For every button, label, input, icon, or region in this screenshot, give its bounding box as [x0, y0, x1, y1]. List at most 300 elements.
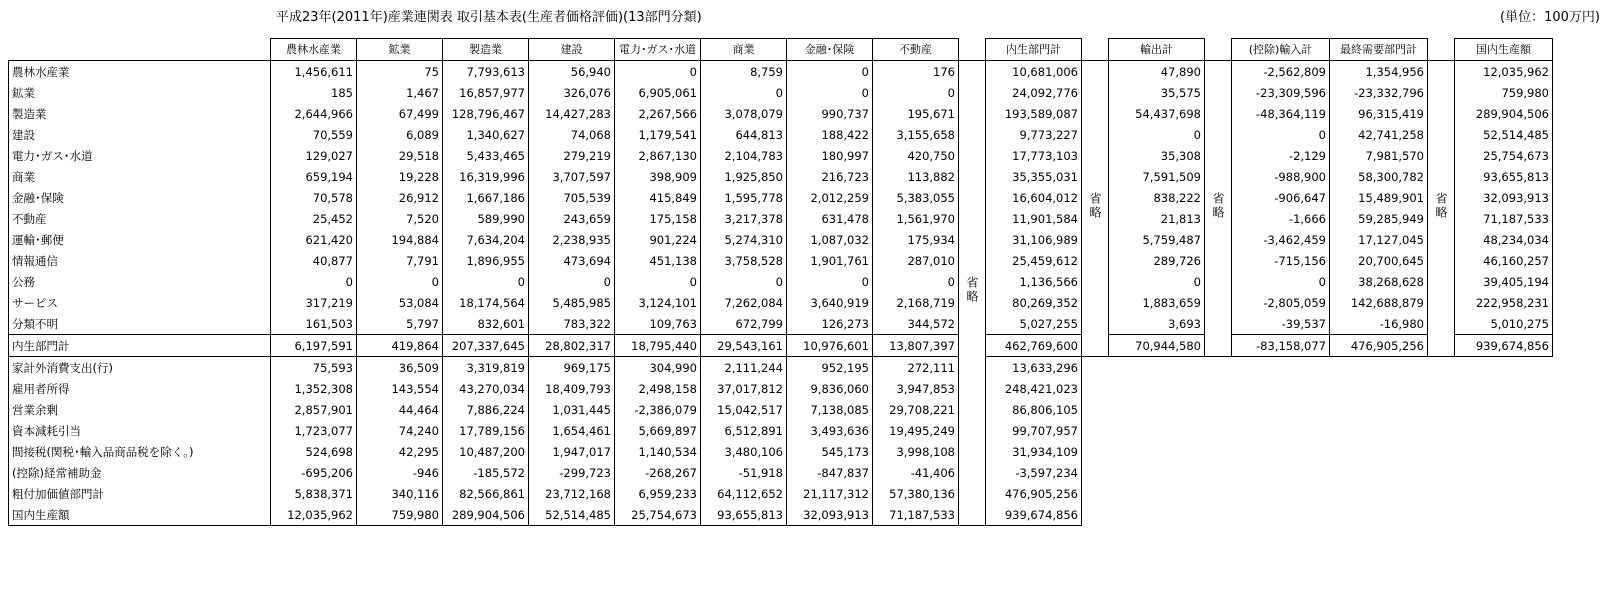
table-cell: 705,539: [529, 187, 615, 208]
internal-total-cell: 35,355,031: [986, 166, 1082, 187]
final-demand-cell: 20,700,645: [1330, 250, 1428, 271]
row-label: サービス: [9, 292, 271, 313]
table-cell: 16,857,977: [443, 82, 529, 103]
table-cell: 53,084: [357, 292, 443, 313]
imports-cell: -1,666: [1232, 208, 1330, 229]
column-header-imports: (控除)輸入計: [1232, 39, 1330, 61]
internal-total-cell: 248,421,023: [986, 378, 1082, 399]
table-cell: -695,206: [271, 462, 357, 483]
omit-column-2: [1082, 61, 1109, 357]
table-cell: 74,068: [529, 124, 615, 145]
internal-total-cell: 10,681,006: [986, 61, 1082, 83]
table-cell: -847,837: [787, 462, 873, 483]
table-row: [9, 208, 1553, 229]
table-cell: 3,493,636: [787, 420, 873, 441]
table-cell: 589,990: [443, 208, 529, 229]
domestic-production-cell: 93,655,813: [1455, 166, 1553, 187]
exports-cell: 7,591,509: [1109, 166, 1205, 187]
header-omit-3: [1205, 39, 1232, 61]
table-cell: 1,595,778: [701, 187, 787, 208]
table-cell: 6,197,591: [271, 335, 357, 357]
row-label: 建設: [9, 124, 271, 145]
table-cell: 419,864: [357, 335, 443, 357]
imports-cell: -2,129: [1232, 145, 1330, 166]
table-row: [9, 357, 1553, 379]
internal-total-cell: 16,604,012: [986, 187, 1082, 208]
table-cell: 2,012,259: [787, 187, 873, 208]
table-cell: 25,452: [271, 208, 357, 229]
omit-column-4: [1428, 61, 1455, 357]
omit-label: 省略: [1211, 191, 1225, 220]
column-header-final-demand: 最終需要部門計: [1330, 39, 1428, 61]
table-cell: 0: [615, 271, 701, 292]
table-cell: 21,117,312: [787, 483, 873, 504]
table-cell: 1,667,186: [443, 187, 529, 208]
table-row: [9, 292, 1553, 313]
table-cell: 7,138,085: [787, 399, 873, 420]
table-cell: 3,319,819: [443, 357, 529, 379]
table-cell: 18,174,564: [443, 292, 529, 313]
table-cell: -185,572: [443, 462, 529, 483]
table-cell: 901,224: [615, 229, 701, 250]
table-cell: 93,655,813: [701, 504, 787, 526]
table-cell: -51,918: [701, 462, 787, 483]
table-cell: 243,659: [529, 208, 615, 229]
table-cell: 2,267,566: [615, 103, 701, 124]
table-cell: 3,124,101: [615, 292, 701, 313]
row-label: 粗付加価値部門計: [9, 483, 271, 504]
table-cell: 14,427,283: [529, 103, 615, 124]
table-row: [9, 103, 1553, 124]
table-cell: 1,947,017: [529, 441, 615, 462]
table-cell: 344,572: [873, 313, 959, 335]
table-cell: 16,319,996: [443, 166, 529, 187]
header-omit-2: [1082, 39, 1109, 61]
omit-column-1: [959, 61, 986, 526]
table-cell: 23,712,168: [529, 483, 615, 504]
table-cell: 75: [357, 61, 443, 83]
table-row: [9, 313, 1553, 335]
lower-right-blank: [1082, 357, 1553, 526]
internal-total-cell: 31,934,109: [986, 441, 1082, 462]
table-cell: 1,340,627: [443, 124, 529, 145]
internal-total-cell: 31,106,989: [986, 229, 1082, 250]
imports-cell: -83,158,077: [1232, 335, 1330, 357]
table-cell: 52,514,485: [529, 504, 615, 526]
imports-cell: -988,900: [1232, 166, 1330, 187]
table-cell: 644,813: [701, 124, 787, 145]
internal-total-cell: 476,905,256: [986, 483, 1082, 504]
final-demand-cell: 7,981,570: [1330, 145, 1428, 166]
table-cell: 990,737: [787, 103, 873, 124]
table-cell: 969,175: [529, 357, 615, 379]
table-cell: 175,158: [615, 208, 701, 229]
domestic-production-cell: 12,035,962: [1455, 61, 1553, 83]
table-cell: 185: [271, 82, 357, 103]
table-cell: -41,406: [873, 462, 959, 483]
table-cell: 2,867,130: [615, 145, 701, 166]
table-cell: 5,433,465: [443, 145, 529, 166]
table-cell: 672,799: [701, 313, 787, 335]
row-label: 公務: [9, 271, 271, 292]
table-cell: 473,694: [529, 250, 615, 271]
row-label: 内生部門計: [9, 335, 271, 357]
table-cell: 6,512,891: [701, 420, 787, 441]
table-cell: 70,559: [271, 124, 357, 145]
table-cell: 143,554: [357, 378, 443, 399]
table-cell: 1,723,077: [271, 420, 357, 441]
internal-total-cell: 24,092,776: [986, 82, 1082, 103]
table-cell: 1,654,461: [529, 420, 615, 441]
final-demand-cell: 15,489,901: [1330, 187, 1428, 208]
table-cell: 832,601: [443, 313, 529, 335]
internal-total-cell: 25,459,612: [986, 250, 1082, 271]
domestic-production-cell: 939,674,856: [1455, 335, 1553, 357]
table-cell: 74,240: [357, 420, 443, 441]
table-cell: 287,010: [873, 250, 959, 271]
table-cell: 1,352,308: [271, 378, 357, 399]
table-cell: 6,905,061: [615, 82, 701, 103]
exports-cell: 5,759,487: [1109, 229, 1205, 250]
header-corner: [9, 39, 271, 61]
row-label: 資本減耗引当: [9, 420, 271, 441]
row-label: 農林水産業: [9, 61, 271, 83]
table-cell: 6,089: [357, 124, 443, 145]
table-cell: 19,495,249: [873, 420, 959, 441]
table-cell: -299,723: [529, 462, 615, 483]
table-cell: 32,093,913: [787, 504, 873, 526]
domestic-production-cell: 759,980: [1455, 82, 1553, 103]
table-cell: 0: [873, 271, 959, 292]
imports-cell: -23,309,596: [1232, 82, 1330, 103]
final-demand-cell: 42,741,258: [1330, 124, 1428, 145]
table-cell: 42,295: [357, 441, 443, 462]
table-cell: 5,485,985: [529, 292, 615, 313]
final-demand-cell: 59,285,949: [1330, 208, 1428, 229]
table-cell: 71,187,533: [873, 504, 959, 526]
table-cell: 1,896,955: [443, 250, 529, 271]
table-row: [9, 229, 1553, 250]
imports-cell: 0: [1232, 271, 1330, 292]
table-cell: 75,593: [271, 357, 357, 379]
table-cell: 0: [615, 61, 701, 83]
row-label: 家計外消費支出(行): [9, 357, 271, 379]
table-cell: 545,173: [787, 441, 873, 462]
final-demand-cell: 96,315,419: [1330, 103, 1428, 124]
table-row: [9, 166, 1553, 187]
table-cell: 1,467: [357, 82, 443, 103]
column-header-internal-total: 内生部門計: [986, 39, 1082, 61]
table-cell: 7,520: [357, 208, 443, 229]
table-cell: 1,031,445: [529, 399, 615, 420]
internal-total-cell: -3,597,234: [986, 462, 1082, 483]
table-cell: 0: [271, 271, 357, 292]
table-cell: 18,409,793: [529, 378, 615, 399]
table-cell: 524,698: [271, 441, 357, 462]
internal-total-cell: 13,633,296: [986, 357, 1082, 379]
table-cell: 420,750: [873, 145, 959, 166]
table-cell: 279,219: [529, 145, 615, 166]
column-header: 鉱業: [357, 39, 443, 61]
table-cell: 621,420: [271, 229, 357, 250]
table-cell: 0: [357, 271, 443, 292]
final-demand-cell: 476,905,256: [1330, 335, 1428, 357]
internal-total-cell: 1,136,566: [986, 271, 1082, 292]
row-label: 鉱業: [9, 82, 271, 103]
table-cell: 12,035,962: [271, 504, 357, 526]
exports-cell: 70,944,580: [1109, 335, 1205, 357]
domestic-production-cell: 48,234,034: [1455, 229, 1553, 250]
internal-total-cell: 11,901,584: [986, 208, 1082, 229]
table-cell: 0: [529, 271, 615, 292]
row-label: 商業: [9, 166, 271, 187]
row-label: 電力･ガス･水道: [9, 145, 271, 166]
table-cell: 9,836,060: [787, 378, 873, 399]
row-label: 雇用者所得: [9, 378, 271, 399]
exports-cell: 0: [1109, 271, 1205, 292]
domestic-production-cell: 25,754,673: [1455, 145, 1553, 166]
imports-cell: -3,462,459: [1232, 229, 1330, 250]
table-cell: 2,104,783: [701, 145, 787, 166]
table-cell: 194,884: [357, 229, 443, 250]
header-omit-4: [1428, 39, 1455, 61]
table-cell: 180,997: [787, 145, 873, 166]
row-label: 間接税(関税･輸入品商品税を除く｡): [9, 441, 271, 462]
table-cell: 6,959,233: [615, 483, 701, 504]
table-row: [9, 61, 1553, 83]
omit-label: 省略: [1088, 191, 1102, 220]
column-header: 製造業: [443, 39, 529, 61]
table-title: 平成23年(2011年)産業連関表 取引基本表(生産者価格評価)(13部門分類): [276, 10, 702, 25]
exports-cell: 35,575: [1109, 82, 1205, 103]
table-cell: 7,886,224: [443, 399, 529, 420]
table-cell: 415,849: [615, 187, 701, 208]
table-row: [9, 335, 1553, 357]
table-cell: 952,195: [787, 357, 873, 379]
table-cell: 289,904,506: [443, 504, 529, 526]
table-cell: 7,793,613: [443, 61, 529, 83]
internal-total-cell: 9,773,227: [986, 124, 1082, 145]
table-cell: 13,807,397: [873, 335, 959, 357]
table-row: [9, 145, 1553, 166]
table-cell: 272,111: [873, 357, 959, 379]
column-header: 建設: [529, 39, 615, 61]
table-cell: -946: [357, 462, 443, 483]
table-cell: 0: [787, 82, 873, 103]
table-cell: -268,267: [615, 462, 701, 483]
table-cell: 0: [701, 82, 787, 103]
table-cell: 3,217,378: [701, 208, 787, 229]
header-row: [9, 39, 1553, 61]
table-cell: 40,877: [271, 250, 357, 271]
table-cell: 29,543,161: [701, 335, 787, 357]
exports-cell: 838,222: [1109, 187, 1205, 208]
internal-total-cell: 17,773,103: [986, 145, 1082, 166]
table-cell: 5,274,310: [701, 229, 787, 250]
exports-cell: 54,437,698: [1109, 103, 1205, 124]
internal-total-cell: 193,589,087: [986, 103, 1082, 124]
table-cell: 10,487,200: [443, 441, 529, 462]
column-header: 不動産: [873, 39, 959, 61]
column-header: 農林水産業: [271, 39, 357, 61]
table-cell: 18,795,440: [615, 335, 701, 357]
table-cell: 1,561,970: [873, 208, 959, 229]
table-cell: 44,464: [357, 399, 443, 420]
exports-cell: 3,693: [1109, 313, 1205, 335]
table-cell: 25,754,673: [615, 504, 701, 526]
domestic-production-cell: 52,514,485: [1455, 124, 1553, 145]
table-cell: 29,708,221: [873, 399, 959, 420]
domestic-production-cell: 5,010,275: [1455, 313, 1553, 335]
imports-cell: 0: [1232, 124, 1330, 145]
omit-label: 省略: [1434, 191, 1448, 220]
table-cell: 70,578: [271, 187, 357, 208]
exports-cell: 1,883,659: [1109, 292, 1205, 313]
table-cell: -2,386,079: [615, 399, 701, 420]
input-output-table: [8, 38, 1553, 526]
table-cell: 1,140,534: [615, 441, 701, 462]
imports-cell: -48,364,119: [1232, 103, 1330, 124]
table-cell: 188,422: [787, 124, 873, 145]
table-cell: 195,671: [873, 103, 959, 124]
imports-cell: -906,647: [1232, 187, 1330, 208]
table-cell: 340,116: [357, 483, 443, 504]
table-cell: 3,707,597: [529, 166, 615, 187]
table-cell: 1,925,850: [701, 166, 787, 187]
table-cell: 216,723: [787, 166, 873, 187]
table-cell: 631,478: [787, 208, 873, 229]
table-cell: 659,194: [271, 166, 357, 187]
table-cell: 5,838,371: [271, 483, 357, 504]
table-cell: 15,042,517: [701, 399, 787, 420]
table-cell: 56,940: [529, 61, 615, 83]
exports-cell: 47,890: [1109, 61, 1205, 83]
table-cell: 5,797: [357, 313, 443, 335]
internal-total-cell: 939,674,856: [986, 504, 1082, 526]
table-cell: 36,509: [357, 357, 443, 379]
omit-column-3: [1205, 61, 1232, 357]
exports-cell: 35,308: [1109, 145, 1205, 166]
table-cell: 129,027: [271, 145, 357, 166]
row-label: 金融･保険: [9, 187, 271, 208]
table-row: [9, 124, 1553, 145]
table-cell: 3,480,106: [701, 441, 787, 462]
row-label: 不動産: [9, 208, 271, 229]
table-cell: 783,322: [529, 313, 615, 335]
domestic-production-cell: 222,958,231: [1455, 292, 1553, 313]
table-cell: 0: [787, 271, 873, 292]
omit-label: 省略: [965, 276, 979, 304]
table-cell: 37,017,812: [701, 378, 787, 399]
exports-cell: 289,726: [1109, 250, 1205, 271]
table-cell: 3,640,919: [787, 292, 873, 313]
table-cell: 7,791: [357, 250, 443, 271]
table-cell: 161,503: [271, 313, 357, 335]
table-row: [9, 82, 1553, 103]
table-cell: 2,111,244: [701, 357, 787, 379]
column-header-exports: 輸出計: [1109, 39, 1205, 61]
internal-total-cell: 80,269,352: [986, 292, 1082, 313]
column-header: 金融･保険: [787, 39, 873, 61]
domestic-production-cell: 39,405,194: [1455, 271, 1553, 292]
final-demand-cell: -16,980: [1330, 313, 1428, 335]
table-cell: 3,155,658: [873, 124, 959, 145]
final-demand-cell: 142,688,879: [1330, 292, 1428, 313]
table-row: [9, 271, 1553, 292]
table-cell: 0: [443, 271, 529, 292]
table-row: [9, 187, 1553, 208]
table-cell: 2,644,966: [271, 103, 357, 124]
table-cell: 57,380,136: [873, 483, 959, 504]
table-cell: 1,456,611: [271, 61, 357, 83]
exports-cell: 21,813: [1109, 208, 1205, 229]
imports-cell: -715,156: [1232, 250, 1330, 271]
table-cell: 1,901,761: [787, 250, 873, 271]
table-cell: 19,228: [357, 166, 443, 187]
table-cell: 2,168,719: [873, 292, 959, 313]
exports-cell: 0: [1109, 124, 1205, 145]
table-cell: 2,238,935: [529, 229, 615, 250]
table-cell: 128,796,467: [443, 103, 529, 124]
imports-cell: -39,537: [1232, 313, 1330, 335]
table-cell: 82,566,861: [443, 483, 529, 504]
column-header: 商業: [701, 39, 787, 61]
final-demand-cell: -23,332,796: [1330, 82, 1428, 103]
row-label: 情報通信: [9, 250, 271, 271]
table-cell: 109,763: [615, 313, 701, 335]
table-cell: 2,498,158: [615, 378, 701, 399]
domestic-production-cell: 46,160,257: [1455, 250, 1553, 271]
table-cell: 451,138: [615, 250, 701, 271]
row-label: 分類不明: [9, 313, 271, 335]
table-cell: 67,499: [357, 103, 443, 124]
table-cell: 5,669,897: [615, 420, 701, 441]
table-cell: 175,934: [873, 229, 959, 250]
table-cell: 304,990: [615, 357, 701, 379]
imports-cell: -2,805,059: [1232, 292, 1330, 313]
table-cell: 5,383,055: [873, 187, 959, 208]
column-header: 電力･ガス･水道: [615, 39, 701, 61]
final-demand-cell: 17,127,045: [1330, 229, 1428, 250]
column-header-domestic-production: 国内生産額: [1455, 39, 1553, 61]
table-cell: 0: [873, 82, 959, 103]
row-label: 国内生産額: [9, 504, 271, 526]
imports-cell: -2,562,809: [1232, 61, 1330, 83]
table-cell: 0: [701, 271, 787, 292]
table-cell: 3,078,079: [701, 103, 787, 124]
internal-total-cell: 86,806,105: [986, 399, 1082, 420]
table-cell: 326,076: [529, 82, 615, 103]
table-cell: 759,980: [357, 504, 443, 526]
internal-total-cell: 99,707,957: [986, 420, 1082, 441]
table-cell: 7,262,084: [701, 292, 787, 313]
table-cell: 43,270,034: [443, 378, 529, 399]
row-label: 営業余剰: [9, 399, 271, 420]
table-cell: 2,857,901: [271, 399, 357, 420]
table-cell: 7,634,204: [443, 229, 529, 250]
table-cell: 17,789,156: [443, 420, 529, 441]
table-cell: 10,976,601: [787, 335, 873, 357]
table-cell: 317,219: [271, 292, 357, 313]
final-demand-cell: 58,300,782: [1330, 166, 1428, 187]
domestic-production-cell: 32,093,913: [1455, 187, 1553, 208]
table-cell: 26,912: [357, 187, 443, 208]
table-body: [9, 39, 1553, 526]
internal-total-cell: 462,769,600: [986, 335, 1082, 357]
table-cell: 0: [787, 61, 873, 83]
final-demand-cell: 1,354,956: [1330, 61, 1428, 83]
table-cell: 8,759: [701, 61, 787, 83]
